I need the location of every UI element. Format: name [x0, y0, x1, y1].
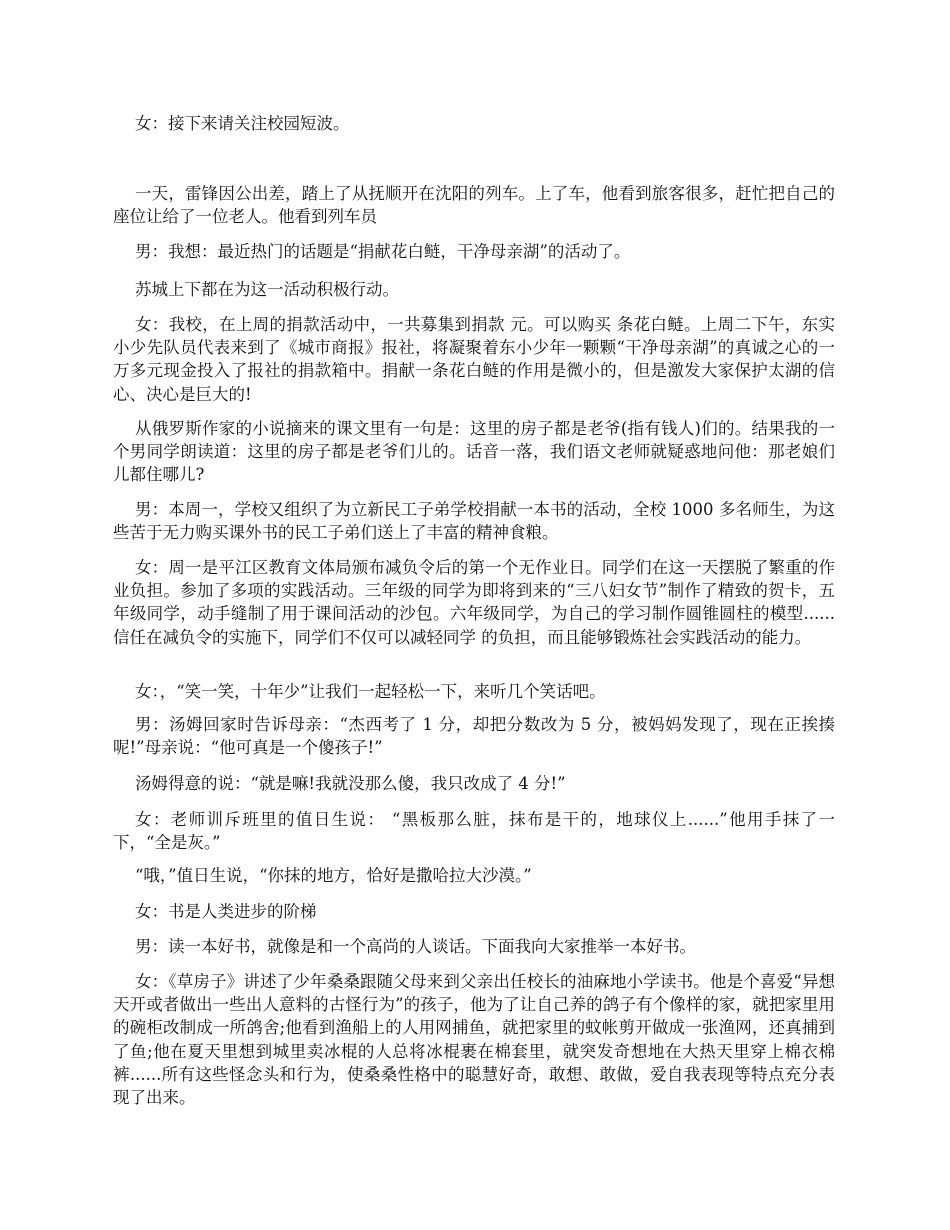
paragraph-book-donation: 男：本周一，学校又组织了为立新民工子弟学校捐献一本书的活动，全校 1000 多名师生，为这些苦于无力购买课外书的民工子弟们送上了丰富的精神食粮。 [113, 500, 835, 543]
paragraph-books-ladder: 女：书是人类进步的阶梯 [135, 902, 317, 921]
paragraph-no-homework-day: 女：周一是平江区教育文体局颁布减负令后的第一个无作业日。同学们在这一天摆脱了繁重的作业负担。参加了多项的实践活动。三年级的同学为即将到来的“三八妇女节”制作了精致的贺卡，五年级同学，动手缝制了用于课间活动的沙包。六年级同学，为自己的学习制作圆锥圆柱的模型......信任在减负令的实施下，同学们不仅可以减轻同学 的负担，而且能够锻炼社会实践活动的能力。 [113, 558, 835, 647]
paragraph-campus-news-intro: 女：接下来请关注校园短波。 [135, 114, 350, 133]
paragraph-lei-feng-story: 一天，雷锋因公出差，踏上了从抚顺开在沈阳的列车。上了车，他看到旅客很多，赶忙把自己的座位让给了一位老人。他看到列车员 [113, 184, 835, 227]
paragraph-tom-reply: 汤姆得意的说：“就是嘛!我就没那么傻，我只改成了 4 分!” [135, 774, 566, 793]
paragraph-russian-novel-joke: 从俄罗斯作家的小说摘来的课文里有一句是：这里的房子都是老爷(指有钱人)们的。结果我的一个男同学朗读道：这里的房子都是老爷们儿的。话音一落，我们语文老师就疑惑地问他：那老娘们儿都住哪儿? [113, 419, 835, 485]
paragraph-duty-student-reply: “哦，”值日生说，“你抹的地方，恰好是撒哈拉大沙漠。” [135, 866, 532, 885]
paragraph-good-book-intro: 男：读一本好书，就像是和一个高尚的人谈话。下面我向大家推举一本好书。 [135, 937, 696, 956]
paragraph-city-action: 苏城上下都在为这一活动积极行动。 [135, 280, 399, 299]
paragraph-hot-topic: 男：我想：最近热门的话题是“捐献花白鲢，干净母亲湖”的活动了。 [135, 242, 631, 261]
paragraph-jokes-intro: 女：，“笑一笑，十年少”让我们一起轻松一下，来听几个笑话吧。 [135, 682, 606, 701]
paragraph-grass-house-review: 女：《草房子》讲述了少年桑桑跟随父母来到父亲出任校长的油麻地小学读书。他是个喜爱“异想天开或者做出一些出人意料的古怪行为”的孩子，他为了让自己养的鸽子有个像样的家，就把家里用的碗柜改制成一所鸽舍;他看到渔船上的人用网捕鱼，就把家里的蚊帐剪开做成一张渔网，还真捕到了鱼;他在夏天里想到城里卖冰棍的人总将冰棍裹在棉套里，就突发奇想地在大热天里穿上棉衣棉裤......所有这些怪念头和行为，使桑桑性格中的聪慧好奇，敢想、敢做，爱自我表现等特点充分表现了出来。 [113, 972, 835, 1108]
paragraph-tom-joke: 男：汤姆回家时告诉母亲：“杰西考了 1 分，却把分数改为 5 分，被妈妈发现了，现在正挨揍呢!”母亲说：“他可真是一个傻孩子!” [113, 715, 835, 758]
paragraph-donation-activity: 女：我校，在上周的捐款活动中，一共募集到捐款 元。可以购买 条花白鲢。上周二下午，东实小少先队员代表来到了《城市商报》报社，将凝聚着东小少年一颗颗“干净母亲湖”的真诚之心的一万多元现金投入了报社的捐款箱中。捐献一条花白鲢的作用是微小的，但是激发大家保护太湖的信心、决心是巨大的! [113, 315, 835, 404]
paragraph-teacher-joke: 女：老师训斥班里的值日生说： “黑板那么脏，抹布是干的，地球仪上......”他用手抹了一下，“全是灰。” [113, 810, 835, 853]
